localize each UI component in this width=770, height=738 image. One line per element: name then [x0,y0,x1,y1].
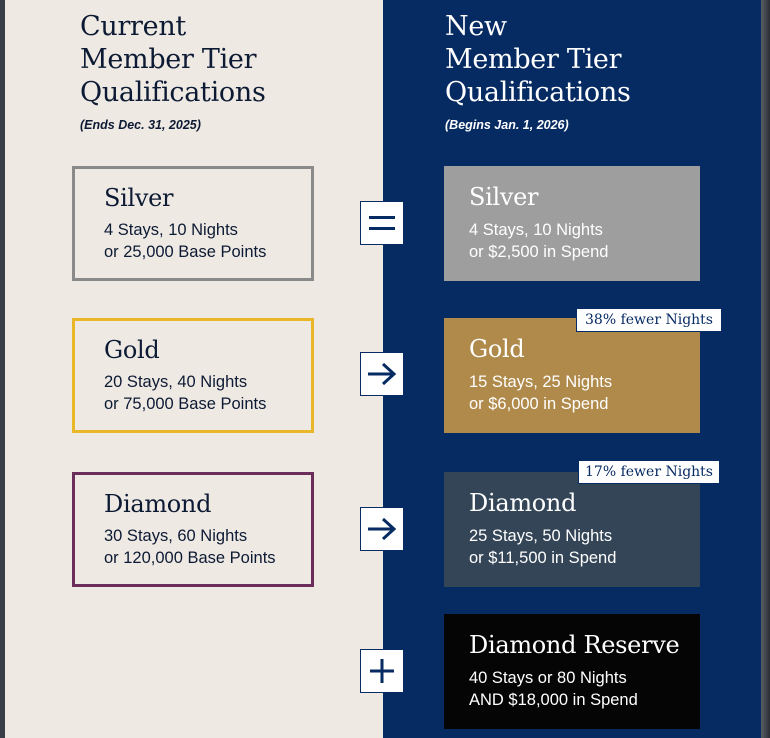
new-tier-diamond [444,472,700,587]
tier-requirement-alt: or 25,000 Base Points [104,243,267,261]
page-edge [761,0,770,738]
current-tiers-title: Current Member Tier Qualifications [80,11,266,108]
tier-name: Silver [104,184,174,212]
current-tier-silver [72,166,314,281]
arrow-right-icon [367,362,397,386]
tier-requirement-alt: or $2,500 in Spend [469,243,609,261]
gold-change-connector [360,352,404,396]
new-tier-diamond-reserve [444,614,700,729]
tier-requirement-alt: or $11,500 in Spend [469,549,617,567]
new-tier-gold [444,318,700,433]
tier-requirement-alt: or 75,000 Base Points [104,395,267,413]
tier-requirement: 4 Stays, 10 Nights [104,221,238,239]
tier-requirement: 4 Stays, 10 Nights [469,221,603,239]
tier-requirement: 40 Stays or 80 Nights [469,669,627,687]
tier-name: Diamond Reserve [469,631,680,659]
plus-icon [370,659,394,683]
arrow-right-icon [367,517,397,541]
new-tiers-start-date: (Begins Jan. 1, 2026) [445,118,569,132]
current-tier-diamond [72,472,314,587]
silver-unchanged-connector [360,201,404,245]
diamond-change-connector [360,507,404,551]
tier-requirement: 25 Stays, 50 Nights [469,527,613,545]
tier-requirement: 30 Stays, 60 Nights [104,527,248,545]
tier-requirement-alt: or 120,000 Base Points [104,549,276,567]
new-tiers-title: New Member Tier Qualifications [445,11,631,108]
new-tier-silver [444,166,700,281]
diamond-reserve-new-connector [360,649,404,693]
tier-requirement-alt: or $6,000 in Spend [469,395,609,413]
equals-icon [369,213,395,233]
tier-name: Gold [469,335,525,363]
tier-requirement-alt: AND $18,000 in Spend [469,691,638,709]
tier-name: Gold [104,336,160,364]
tier-requirement: 20 Stays, 40 Nights [104,373,248,391]
tier-name: Silver [469,183,539,211]
current-tiers-end-date: (Ends Dec. 31, 2025) [80,118,201,132]
current-tier-gold [72,318,314,433]
gold-nights-reduction-badge: 38% fewer Nights [576,308,722,332]
diamond-nights-reduction-badge: 17% fewer Nights [578,460,720,484]
tier-requirement: 15 Stays, 25 Nights [469,373,613,391]
tier-name: Diamond [104,490,212,518]
tier-name: Diamond [469,489,577,517]
